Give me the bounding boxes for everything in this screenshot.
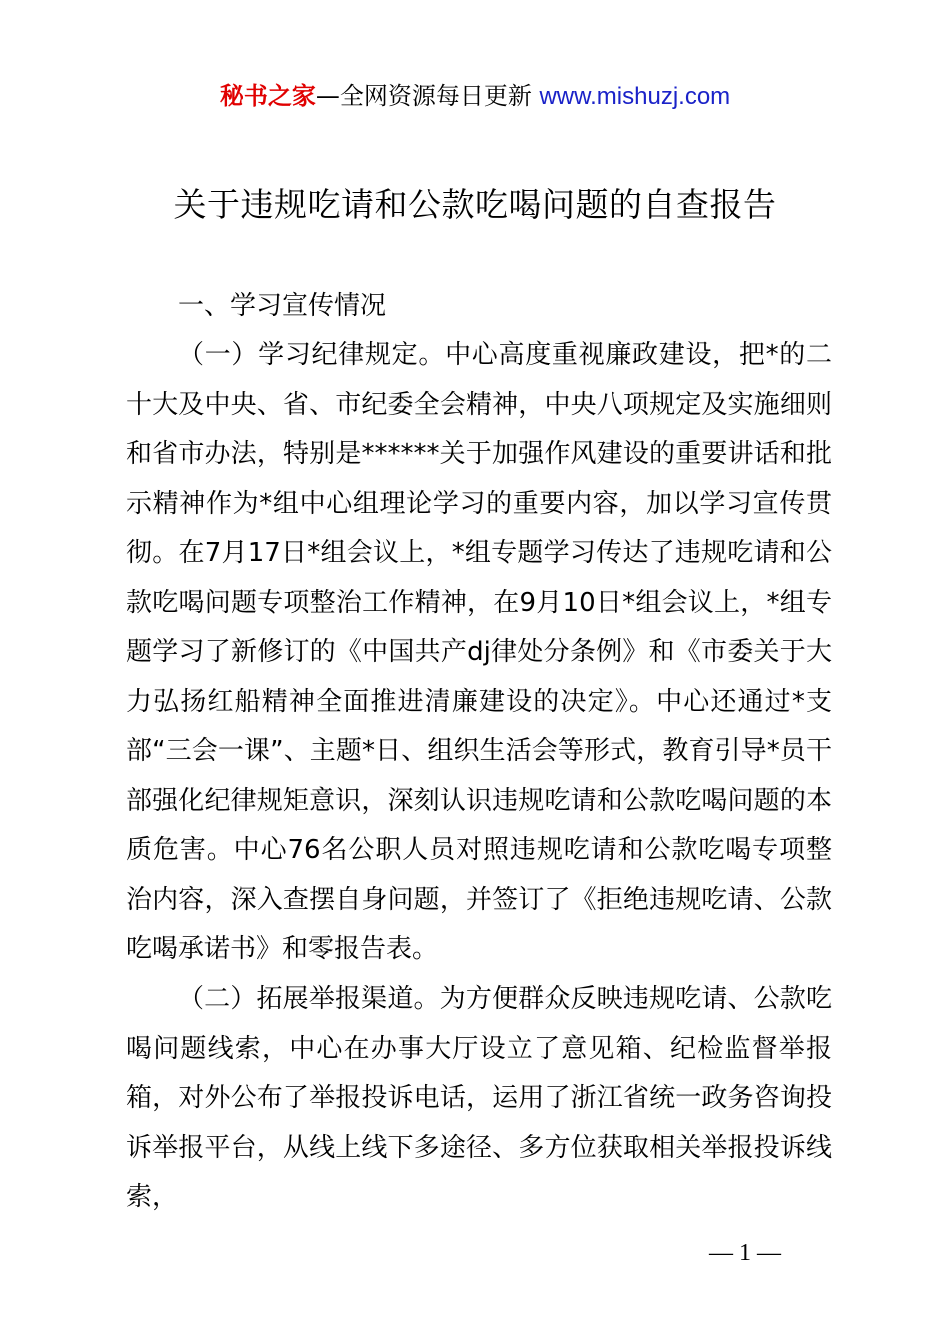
document-title: 关于违规吃请和公款吃喝问题的自查报告 xyxy=(173,185,777,224)
paragraph-reporting-channels: （二）拓展举报渠道。为方便群众反映违规吃请、公款吃喝问题线索，中心在办事大厅设立了意见箱、纪检监督举报箱，对外公布了举报投诉电话，运用了浙江省统一政务咨询投诉举报平台，从线上线下多途径、多方位获取相关举报投诉线索， xyxy=(126,984,832,1212)
site-slogan: —全网资源每日更新 xyxy=(315,82,532,110)
page-number: — 1 — xyxy=(709,1240,781,1266)
site-url-link[interactable]: www.mishuzj.com xyxy=(539,83,731,110)
site-header xyxy=(0,78,950,115)
brand-name: 秘书之家 xyxy=(219,82,316,110)
paragraph-study-regulations: （一）学习纪律规定。中心高度重视廉政建设，把*的二十大及中央、省、市纪委全会精神，中央八项规定及实施细则和省市办法，特别是******关于加强作风建设的重要讲话和批示精神作为*组中心组理论学习的重要内容，加以学习宣传贯彻。在7月17日*组会议上，*组专题学习传达了违规吃请和公款吃喝问题专项整治工作精神，在9月10日*组会议上，*组专题学习了新修订的《中国共产dj律处分条例》和《市委关于大力弘扬红船精神全面推进清廉建设的决定》。中心还通过*支部“三会一课”、主题*日、组织生活会等形式，教育引导*员干部强化纪律规矩意识，深刻认识违规吃请和公款吃喝问题的本质危害。中心76名公职人员对照违规吃请和公款吃喝专项整治内容，深入查摆自身问题，并签订了《拒绝违规吃请、公款吃喝承诺书》和零报告表。 xyxy=(126,340,832,964)
section-heading: 一、学习宣传情况 xyxy=(178,291,387,321)
